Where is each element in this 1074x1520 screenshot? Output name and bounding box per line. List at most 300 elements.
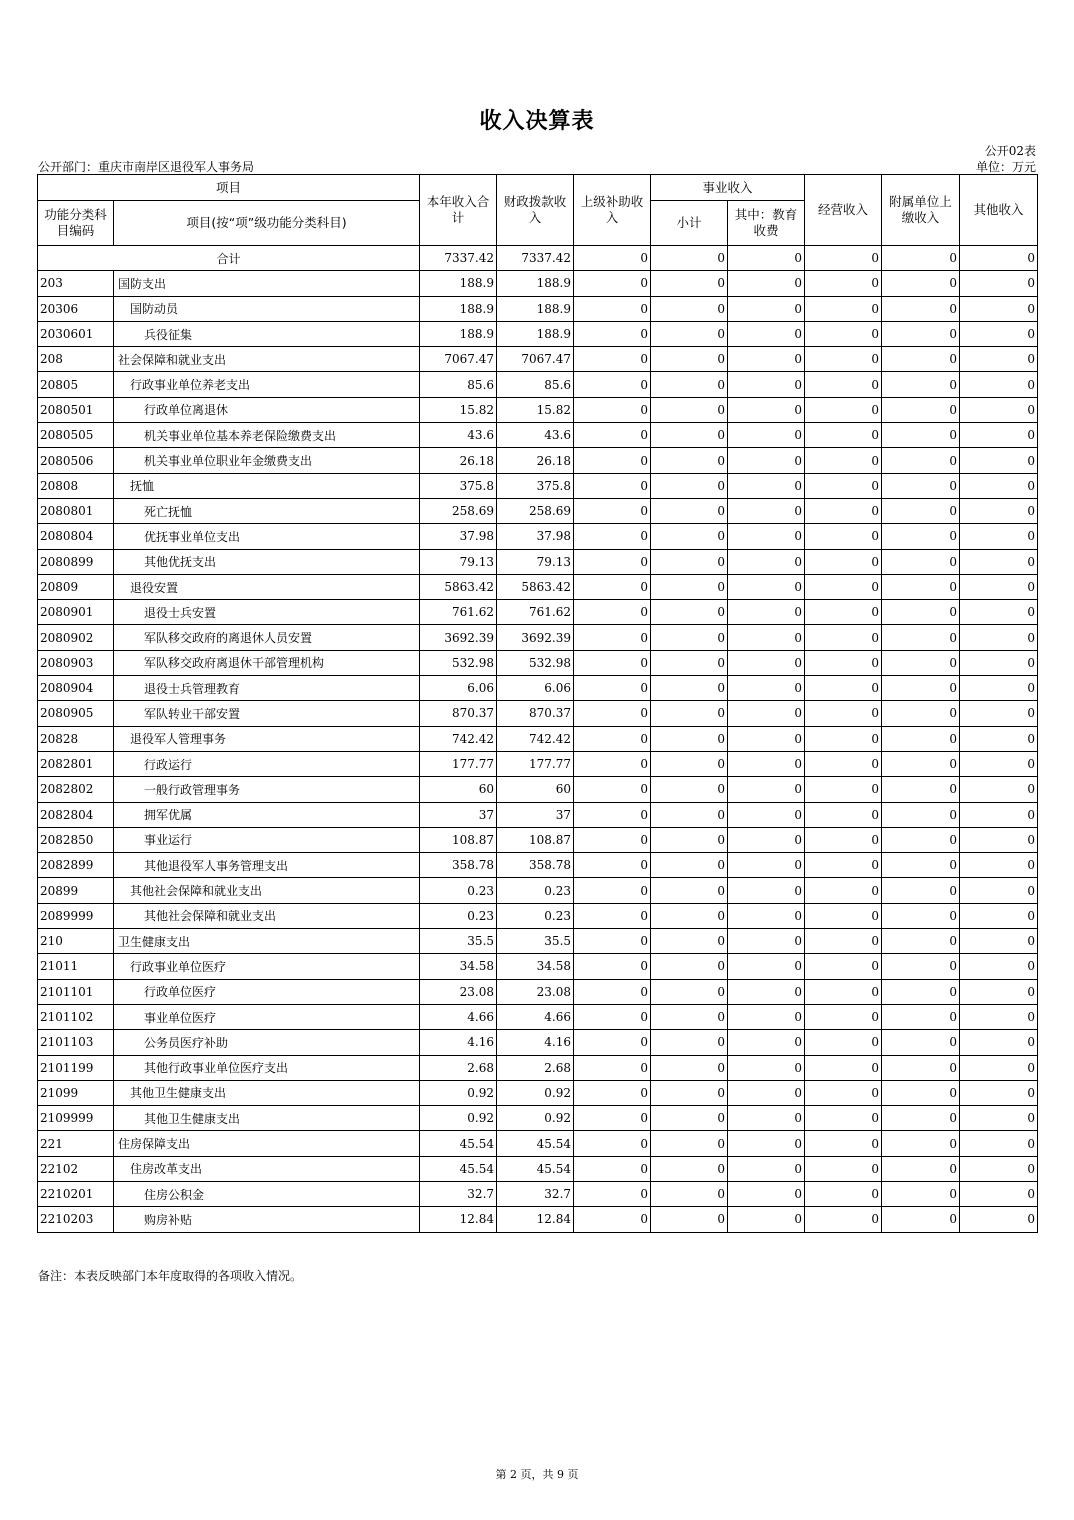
row-value: 870.37: [420, 701, 497, 726]
row-value: 0: [574, 726, 651, 751]
row-value: 0: [651, 777, 728, 802]
row-value: 0: [805, 625, 882, 650]
row-value: 0: [882, 1080, 960, 1105]
row-value: 0: [960, 701, 1038, 726]
row-value: 0: [651, 701, 728, 726]
row-value: 0: [728, 1004, 805, 1029]
row-value: 0: [728, 1080, 805, 1105]
row-value: 0: [960, 549, 1038, 574]
row-value: 0: [960, 347, 1038, 372]
row-value: 0: [805, 751, 882, 776]
row-value: 0: [574, 827, 651, 852]
row-value: 5863.42: [420, 574, 497, 599]
table-row: [38, 929, 1038, 954]
row-name: 退役安置: [114, 574, 420, 599]
row-name: 住房公积金: [114, 1181, 420, 1206]
row-value: 0: [960, 1131, 1038, 1156]
row-value: 0: [960, 271, 1038, 296]
row-value: 0: [805, 372, 882, 397]
row-name: 机关事业单位职业年金缴费支出: [114, 448, 420, 473]
row-value: 23.08: [420, 979, 497, 1004]
row-code: 2080903: [38, 650, 114, 675]
row-value: 37: [497, 802, 574, 827]
row-value: 4.66: [420, 1004, 497, 1029]
row-value: 188.9: [420, 321, 497, 346]
row-value: 0: [805, 498, 882, 523]
row-value: 0: [882, 574, 960, 599]
row-value: 0: [574, 423, 651, 448]
row-name: 一般行政管理事务: [114, 777, 420, 802]
header-affiliated: 附属单位上缴收入: [882, 175, 960, 246]
table-row: [38, 1156, 1038, 1181]
row-value: 761.62: [420, 600, 497, 625]
row-value: 0: [651, 676, 728, 701]
row-value: 0: [574, 903, 651, 928]
row-value: 0: [960, 625, 1038, 650]
row-code: 2101199: [38, 1055, 114, 1080]
row-value: 0: [728, 498, 805, 523]
row-value: 0: [651, 1207, 728, 1232]
row-value: 0: [651, 473, 728, 498]
row-name: 公务员医疗补助: [114, 1030, 420, 1055]
row-value: 0: [882, 676, 960, 701]
row-value: 0: [960, 574, 1038, 599]
table-row: [38, 1004, 1038, 1029]
row-code: 2080905: [38, 701, 114, 726]
row-code: 2080506: [38, 448, 114, 473]
row-value: 0: [882, 1055, 960, 1080]
row-value: 0: [651, 827, 728, 852]
row-code: 20899: [38, 878, 114, 903]
row-value: 870.37: [497, 701, 574, 726]
row-value: 0.23: [497, 903, 574, 928]
table-row: [38, 448, 1038, 473]
row-value: 32.7: [420, 1181, 497, 1206]
row-value: 0: [960, 726, 1038, 751]
row-value: 0: [651, 347, 728, 372]
header-name: 项目(按“项”级功能分类科目): [114, 201, 420, 246]
row-value: 45.54: [420, 1131, 497, 1156]
row-value: 0: [651, 954, 728, 979]
row-value: 34.58: [497, 954, 574, 979]
row-value: 0: [651, 448, 728, 473]
table-row: [38, 1080, 1038, 1105]
row-code: 20828: [38, 726, 114, 751]
row-value: 0: [960, 676, 1038, 701]
row-code: 2089999: [38, 903, 114, 928]
row-name: 国防动员: [114, 296, 420, 321]
row-value: 0: [728, 676, 805, 701]
row-value: 0: [805, 271, 882, 296]
row-code: 2101103: [38, 1030, 114, 1055]
row-name: 死亡抚恤: [114, 498, 420, 523]
row-value: 0: [805, 600, 882, 625]
table-row: [38, 777, 1038, 802]
table-row: [38, 524, 1038, 549]
row-value: 0: [651, 600, 728, 625]
row-name: 行政事业单位养老支出: [114, 372, 420, 397]
row-value: 2.68: [497, 1055, 574, 1080]
row-value: 32.7: [497, 1181, 574, 1206]
row-value: 85.6: [497, 372, 574, 397]
row-value: 742.42: [497, 726, 574, 751]
row-name: 抚恤: [114, 473, 420, 498]
row-name: 住房保障支出: [114, 1131, 420, 1156]
row-value: 0: [651, 372, 728, 397]
row-value: 45.54: [420, 1156, 497, 1181]
row-value: 188.9: [420, 296, 497, 321]
row-value: 4.16: [497, 1030, 574, 1055]
table-row: [38, 574, 1038, 599]
table-row: [38, 1131, 1038, 1156]
row-value: 0: [805, 1156, 882, 1181]
row-value: 45.54: [497, 1131, 574, 1156]
row-value: 358.78: [497, 853, 574, 878]
row-value: 0: [728, 473, 805, 498]
table-row: [38, 1181, 1038, 1206]
table-row: [38, 549, 1038, 574]
row-value: 2.68: [420, 1055, 497, 1080]
row-code: 22102: [38, 1156, 114, 1181]
table-row: [38, 802, 1038, 827]
row-value: 0: [805, 574, 882, 599]
row-name: 住房改革支出: [114, 1156, 420, 1181]
row-value: 0: [728, 802, 805, 827]
table-row: [38, 1207, 1038, 1232]
row-value: 0: [574, 271, 651, 296]
table-row: [38, 954, 1038, 979]
header-superior: 上级补助收入: [574, 175, 651, 246]
row-value: 0: [574, 1156, 651, 1181]
row-value: 45.54: [497, 1156, 574, 1181]
row-value: 37.98: [420, 524, 497, 549]
row-value: 0: [651, 271, 728, 296]
row-value: 0: [805, 1030, 882, 1055]
row-value: 7067.47: [497, 347, 574, 372]
row-value: 0: [651, 1131, 728, 1156]
row-value: 0: [651, 929, 728, 954]
row-value: 43.6: [420, 423, 497, 448]
row-value: 0: [574, 751, 651, 776]
row-value: 0: [651, 625, 728, 650]
row-code: 2030601: [38, 321, 114, 346]
row-value: 0: [882, 448, 960, 473]
row-value: 0: [882, 296, 960, 321]
row-code: 2082802: [38, 777, 114, 802]
row-value: 0: [960, 929, 1038, 954]
row-value: 0: [728, 1030, 805, 1055]
row-name: 机关事业单位基本养老保险缴费支出: [114, 423, 420, 448]
row-value: 0: [651, 979, 728, 1004]
row-value: 60: [420, 777, 497, 802]
row-value: 0: [728, 1055, 805, 1080]
row-value: 0: [805, 1080, 882, 1105]
row-code: 203: [38, 271, 114, 296]
row-value: 0: [651, 1156, 728, 1181]
row-value: 3692.39: [497, 625, 574, 650]
row-value: 0: [805, 878, 882, 903]
row-name: 其他退役军人事务管理支出: [114, 853, 420, 878]
row-value: 0: [574, 347, 651, 372]
row-value: 0: [805, 650, 882, 675]
page-indicator: 第 2 页，共 9 页: [495, 1468, 579, 1481]
row-value: 0: [651, 524, 728, 549]
row-value: 0: [574, 1030, 651, 1055]
row-name: 兵役征集: [114, 321, 420, 346]
row-code: 20306: [38, 296, 114, 321]
row-value: 26.18: [497, 448, 574, 473]
row-value: 0: [574, 1055, 651, 1080]
row-value: 0: [574, 676, 651, 701]
row-value: 0.23: [420, 903, 497, 928]
row-value: 35.5: [497, 929, 574, 954]
row-value: 0: [882, 1207, 960, 1232]
row-value: 0: [574, 1131, 651, 1156]
row-value: 0: [960, 1030, 1038, 1055]
row-name: 行政单位离退休: [114, 397, 420, 422]
row-value: 0: [728, 549, 805, 574]
row-code: 2082899: [38, 853, 114, 878]
row-value: 0: [882, 473, 960, 498]
row-value: 0: [882, 751, 960, 776]
table-row: [38, 979, 1038, 1004]
row-value: 0: [728, 574, 805, 599]
row-value: 26.18: [420, 448, 497, 473]
table-row: [38, 423, 1038, 448]
table-row: [38, 397, 1038, 422]
row-value: 0: [960, 979, 1038, 1004]
page-title: 收入决算表: [479, 108, 595, 134]
row-value: 0: [805, 524, 882, 549]
row-name: 事业运行: [114, 827, 420, 852]
row-value: 108.87: [420, 827, 497, 852]
row-code: 210: [38, 929, 114, 954]
row-value: 0: [960, 397, 1038, 422]
row-value: 0: [574, 448, 651, 473]
row-name: 行政单位医疗: [114, 979, 420, 1004]
department-label: 公开部门：重庆市南岸区退役军人事务局: [38, 160, 255, 174]
row-value: 0: [728, 347, 805, 372]
total-value: 0: [805, 246, 882, 271]
table-row: [38, 1106, 1038, 1131]
table-row: [38, 903, 1038, 928]
total-value: 0: [728, 246, 805, 271]
row-value: 0: [574, 549, 651, 574]
row-value: 0: [728, 726, 805, 751]
row-code: 2080505: [38, 423, 114, 448]
row-value: 0: [651, 903, 728, 928]
row-value: 0: [805, 701, 882, 726]
row-value: 0: [805, 1055, 882, 1080]
row-code: 20809: [38, 574, 114, 599]
row-value: 7067.47: [420, 347, 497, 372]
row-value: 0: [960, 777, 1038, 802]
row-value: 0: [882, 1004, 960, 1029]
row-value: 0: [651, 1055, 728, 1080]
table-row: [38, 751, 1038, 776]
total-row: [38, 246, 1038, 271]
row-value: 0: [805, 726, 882, 751]
row-value: 0: [651, 1030, 728, 1055]
total-value: 0: [651, 246, 728, 271]
row-value: 0: [728, 929, 805, 954]
row-value: 188.9: [420, 271, 497, 296]
row-value: 60: [497, 777, 574, 802]
row-value: 0: [728, 1106, 805, 1131]
row-value: 0: [574, 878, 651, 903]
row-value: 4.66: [497, 1004, 574, 1029]
row-code: 21099: [38, 1080, 114, 1105]
row-value: 0: [882, 524, 960, 549]
row-value: 0: [574, 524, 651, 549]
row-code: 20808: [38, 473, 114, 498]
row-value: 0: [960, 1106, 1038, 1131]
row-value: 0: [805, 296, 882, 321]
row-value: 0: [882, 1156, 960, 1181]
row-value: 0.92: [497, 1106, 574, 1131]
row-value: 0: [574, 1181, 651, 1206]
row-value: 0: [960, 524, 1038, 549]
row-value: 0: [651, 1106, 728, 1131]
income-table: [37, 174, 1038, 1233]
row-value: 375.8: [497, 473, 574, 498]
row-value: 15.82: [420, 397, 497, 422]
row-value: 0: [805, 802, 882, 827]
row-value: 0: [882, 271, 960, 296]
row-value: 0: [728, 1156, 805, 1181]
table-row: [38, 650, 1038, 675]
row-code: 2080899: [38, 549, 114, 574]
row-value: 0: [651, 751, 728, 776]
row-value: 0: [960, 473, 1038, 498]
row-value: 0: [882, 827, 960, 852]
table-row: [38, 853, 1038, 878]
row-value: 0.23: [497, 878, 574, 903]
row-value: 0: [882, 347, 960, 372]
row-value: 0: [960, 1156, 1038, 1181]
row-value: 0.92: [420, 1106, 497, 1131]
row-value: 0: [574, 296, 651, 321]
row-value: 177.77: [420, 751, 497, 776]
row-value: 0: [574, 929, 651, 954]
row-value: 0: [651, 802, 728, 827]
row-value: 0.92: [420, 1080, 497, 1105]
row-value: 0: [805, 549, 882, 574]
row-value: 0: [805, 929, 882, 954]
row-value: 79.13: [420, 549, 497, 574]
row-code: 2080804: [38, 524, 114, 549]
row-name: 其他卫生健康支出: [114, 1080, 420, 1105]
row-value: 0: [574, 1106, 651, 1131]
row-name: 拥军优属: [114, 802, 420, 827]
row-value: 0: [882, 853, 960, 878]
row-name: 其他社会保障和就业支出: [114, 878, 420, 903]
header-subtotal: 小计: [651, 201, 728, 246]
table-row: [38, 1030, 1038, 1055]
row-value: 188.9: [497, 296, 574, 321]
row-value: 0: [651, 1004, 728, 1029]
table-row: [38, 701, 1038, 726]
row-value: 0: [960, 853, 1038, 878]
table-row: [38, 600, 1038, 625]
row-value: 0: [960, 1080, 1038, 1105]
row-value: 6.06: [420, 676, 497, 701]
row-value: 0: [882, 650, 960, 675]
row-value: 0: [728, 271, 805, 296]
row-value: 0: [728, 524, 805, 549]
row-value: 0: [574, 1207, 651, 1232]
row-value: 0: [960, 751, 1038, 776]
row-value: 0: [960, 600, 1038, 625]
row-value: 742.42: [420, 726, 497, 751]
row-value: 0: [651, 549, 728, 574]
row-code: 2101102: [38, 1004, 114, 1029]
header-education: 其中：教育收费: [728, 201, 805, 246]
footnote: 备注：本表反映部门本年度取得的各项收入情况。: [38, 1269, 303, 1283]
row-value: 0: [960, 650, 1038, 675]
table-row: [38, 827, 1038, 852]
header-other: 其他收入: [960, 175, 1038, 246]
row-value: 0: [960, 498, 1038, 523]
row-code: 20805: [38, 372, 114, 397]
row-value: 188.9: [497, 271, 574, 296]
row-value: 0: [574, 954, 651, 979]
total-value: 0: [882, 246, 960, 271]
row-value: 0: [651, 1080, 728, 1105]
row-value: 4.16: [420, 1030, 497, 1055]
row-value: 0: [882, 1106, 960, 1131]
row-name: 行政运行: [114, 751, 420, 776]
row-value: 0: [728, 827, 805, 852]
row-value: 0: [651, 726, 728, 751]
row-value: 37.98: [497, 524, 574, 549]
row-value: 0: [805, 777, 882, 802]
row-value: 0: [574, 853, 651, 878]
row-value: 0: [882, 701, 960, 726]
row-value: 43.6: [497, 423, 574, 448]
row-value: 0: [728, 372, 805, 397]
row-name: 退役士兵管理教育: [114, 676, 420, 701]
row-value: 0: [651, 296, 728, 321]
row-value: 37: [420, 802, 497, 827]
row-code: 208: [38, 347, 114, 372]
row-value: 0: [960, 423, 1038, 448]
row-value: 0: [960, 448, 1038, 473]
row-value: 0: [882, 1181, 960, 1206]
row-value: 0: [882, 903, 960, 928]
row-value: 0: [805, 853, 882, 878]
row-value: 0: [728, 296, 805, 321]
table-row: [38, 347, 1038, 372]
row-value: 0: [651, 321, 728, 346]
row-value: 0: [574, 498, 651, 523]
row-value: 0: [728, 903, 805, 928]
row-value: 5863.42: [497, 574, 574, 599]
row-value: 0: [728, 979, 805, 1004]
row-code: 2082801: [38, 751, 114, 776]
row-value: 0: [651, 1181, 728, 1206]
row-value: 0: [960, 1181, 1038, 1206]
row-code: 2080501: [38, 397, 114, 422]
row-value: 0: [882, 372, 960, 397]
row-value: 0: [728, 625, 805, 650]
row-value: 0: [728, 423, 805, 448]
row-value: 0: [960, 1055, 1038, 1080]
row-value: 0: [805, 1207, 882, 1232]
row-value: 0: [960, 903, 1038, 928]
row-value: 0: [960, 878, 1038, 903]
row-value: 0: [574, 650, 651, 675]
